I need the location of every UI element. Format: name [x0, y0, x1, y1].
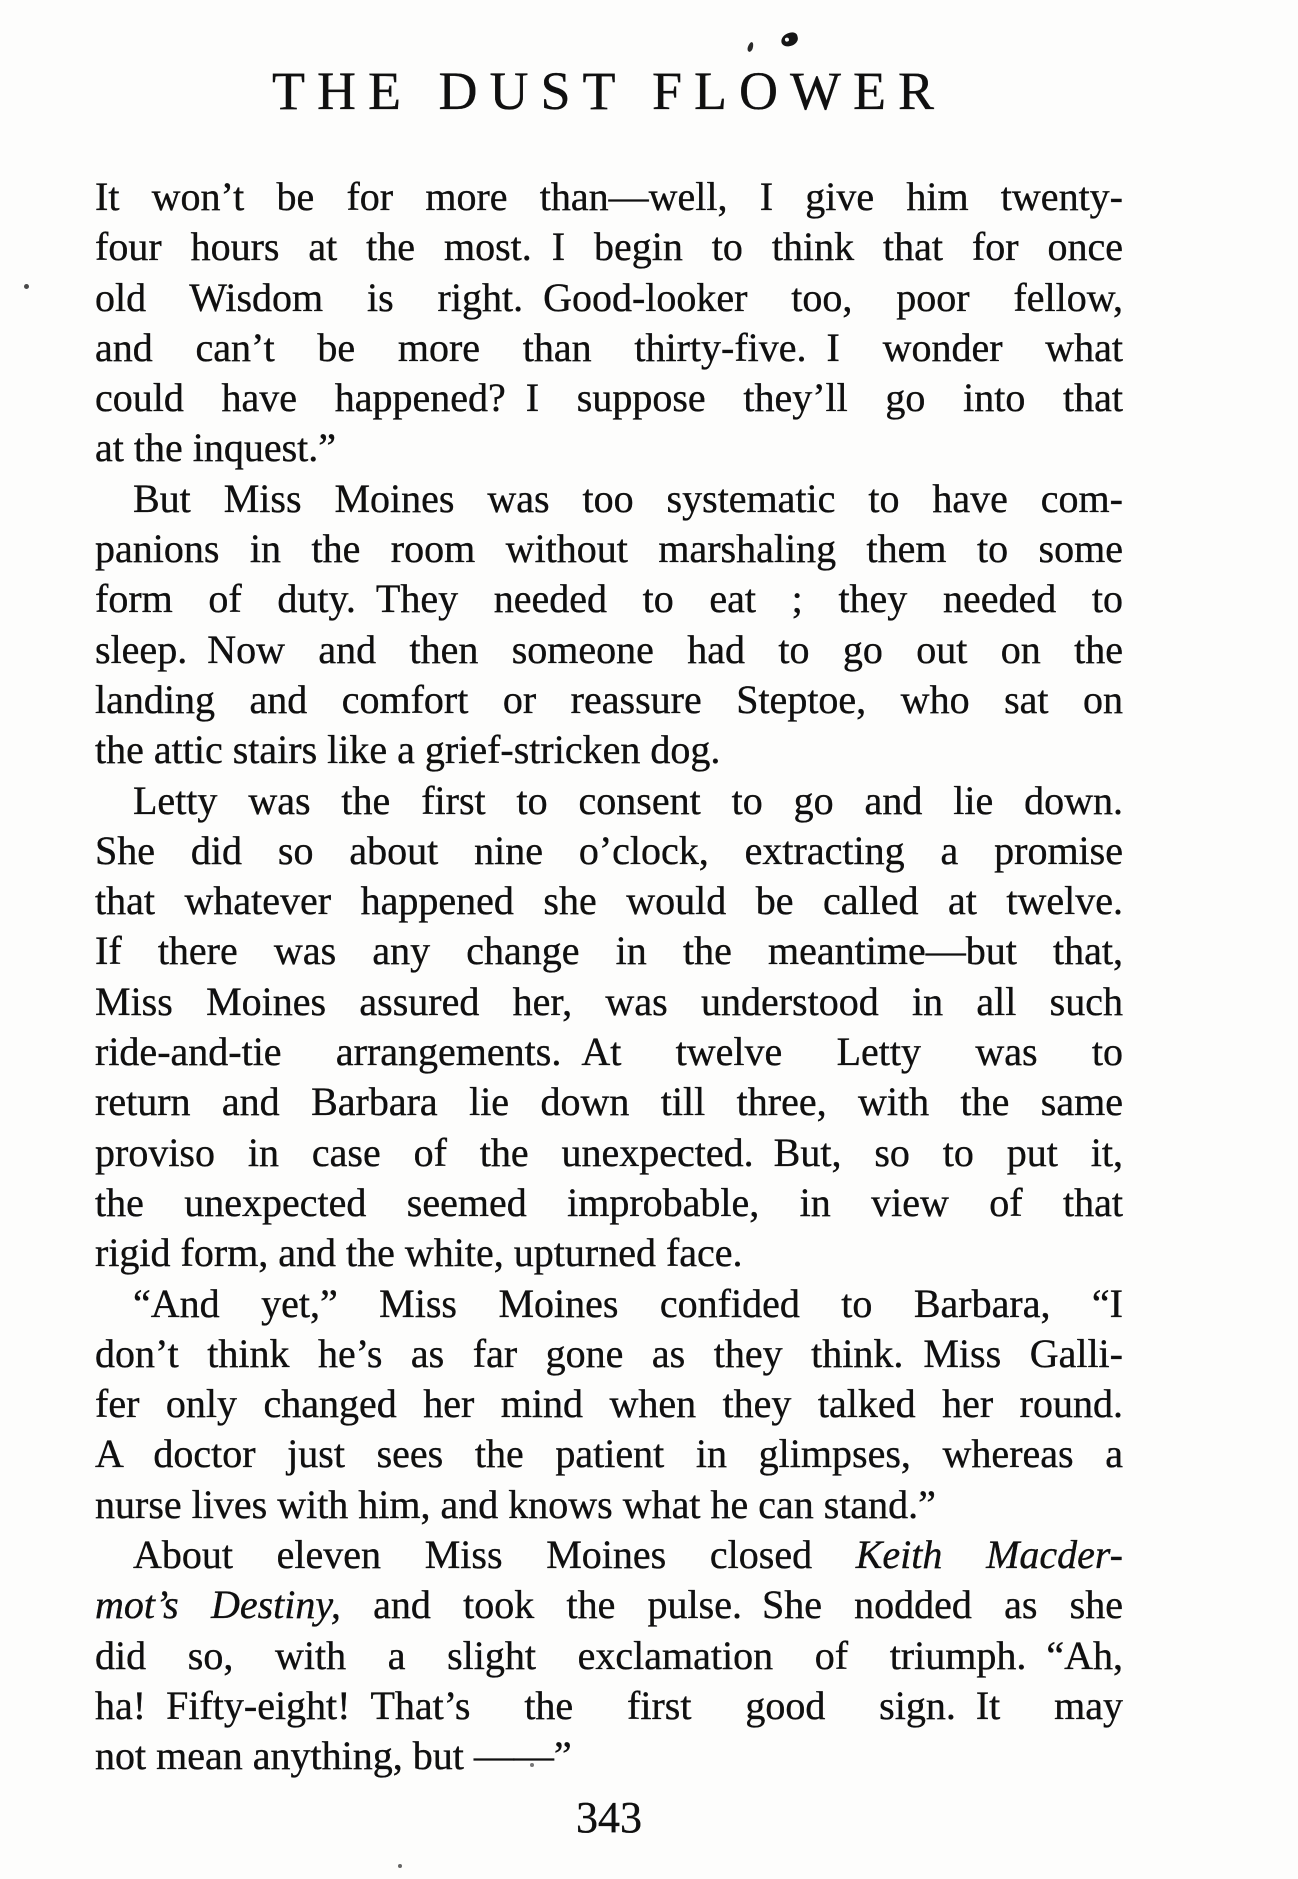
text-line: [95, 926, 1123, 976]
text-segment: “And yet,” Miss Moines confided to Barbara, “I: [133, 1280, 1123, 1326]
text-line: [95, 1027, 1123, 1077]
text-segment: sleep. Now and then someone had to go out on the: [95, 626, 1123, 672]
text-line: [95, 1279, 1123, 1329]
text-line: [95, 876, 1123, 926]
text-line: [95, 1329, 1123, 1379]
text-segment: It won’t be for more than—well, I give him twenty-: [95, 174, 1123, 219]
text-line: [95, 423, 1123, 473]
text-line: [95, 1077, 1123, 1127]
text-line: [95, 1480, 1123, 1530]
text-line: [95, 524, 1123, 574]
scan-speck: [747, 41, 755, 52]
text-line: [95, 1379, 1123, 1429]
text-segment: proviso in case of the unexpected. But, so to put it,: [95, 1129, 1123, 1175]
text-line: [95, 1228, 1123, 1278]
text-line: [95, 574, 1123, 624]
text-line: [95, 625, 1123, 675]
text-segment: four hours at the most. I begin to think that for once: [95, 224, 1123, 270]
text-line: [95, 373, 1123, 423]
text-segment: ride-and-tie arrangements. At twelve Letty was to: [95, 1029, 1123, 1075]
text-line: [95, 1530, 1123, 1580]
text-line: [95, 273, 1123, 323]
text-segment: ha! Fifty-eight! That’s the first good sign. It may: [95, 1682, 1123, 1728]
text-line: [95, 474, 1123, 524]
text-line: [95, 675, 1123, 725]
text-line: [95, 222, 1123, 272]
italic-text-segment: mot’s Destiny,: [95, 1582, 341, 1628]
text-segment: If there was any change in the meantime—but that,: [95, 928, 1123, 974]
text-segment: and can’t be more than thirty-five. I wonder what: [95, 324, 1123, 370]
text-segment: But Miss Moines was too systematic to have com-: [133, 475, 1123, 521]
text-line: [95, 725, 1123, 775]
paragraph: [95, 776, 1123, 1279]
scan-speck: [398, 1864, 402, 1868]
text-segment: and took the pulse. She nodded as she: [340, 1582, 1124, 1628]
text-segment: She did so about nine o’clock, extracting a promise: [95, 827, 1123, 873]
text-line: [95, 826, 1123, 876]
scan-speck: [24, 284, 29, 289]
text-line: [95, 1178, 1123, 1228]
text-line: [95, 1731, 1123, 1781]
text-segment: old Wisdom is right. Good-looker too, poor fellow,: [95, 274, 1123, 320]
paragraph: [95, 1279, 1123, 1530]
text-segment: at the inquest.”: [95, 425, 337, 471]
paragraph: [95, 474, 1123, 776]
text-segment: the unexpected seemed improbable, in view of that: [95, 1179, 1123, 1225]
text-segment: don’t think he’s as far gone as they think. Miss Galli-: [95, 1330, 1123, 1376]
text-segment: form of duty. They needed to eat ; they needed to: [95, 576, 1123, 622]
text-segment: not mean anything, but ——”: [95, 1733, 572, 1779]
paragraph: [95, 172, 1123, 474]
text-line: [95, 776, 1123, 826]
text-segment: could have happened? I suppose they’ll go into that: [95, 375, 1123, 421]
paragraph: [95, 1530, 1123, 1781]
text-segment: the attic stairs like a grief-stricken dog.: [95, 727, 721, 773]
text-segment: Letty was the first to consent to go and lie down.: [133, 777, 1123, 823]
text-line: [95, 172, 1123, 222]
text-segment: About eleven Miss Moines closed: [133, 1532, 856, 1578]
text-line: [95, 977, 1123, 1027]
scan-speck: [780, 31, 800, 48]
text-segment: A doctor just sees the patient in glimpses, whereas a: [95, 1431, 1123, 1477]
text-segment: Miss Moines assured her, was understood in all such: [95, 978, 1123, 1024]
text-segment: fer only changed her mind when they talked her round.: [95, 1381, 1123, 1427]
text-line: [95, 1128, 1123, 1178]
text-line: [95, 323, 1123, 373]
page-number: 343: [576, 1793, 642, 1842]
text-segment: that whatever happened she would be called at twelve.: [95, 878, 1123, 924]
text-segment: nurse lives with him, and knows what he can stand.”: [95, 1481, 936, 1527]
text-line: [95, 1631, 1123, 1681]
text-segment: rigid form, and the white, upturned face.: [95, 1230, 743, 1276]
text-line: [95, 1580, 1123, 1630]
text-segment: panions in the room without marshaling them to some: [95, 526, 1123, 572]
running-head-title: THE DUST FLOWER: [272, 61, 946, 121]
text-line: [95, 1429, 1123, 1479]
text-line: [95, 1681, 1123, 1731]
text-segment: did so, with a slight exclamation of triumph. “Ah,: [95, 1632, 1123, 1678]
text-segment: landing and comfort or reassure Steptoe, who sat on: [95, 676, 1123, 722]
text-segment: return and Barbara lie down till three, with the same: [95, 1079, 1123, 1125]
italic-text-segment: Keith Macder-: [855, 1532, 1123, 1578]
body-text: [95, 172, 1123, 1782]
